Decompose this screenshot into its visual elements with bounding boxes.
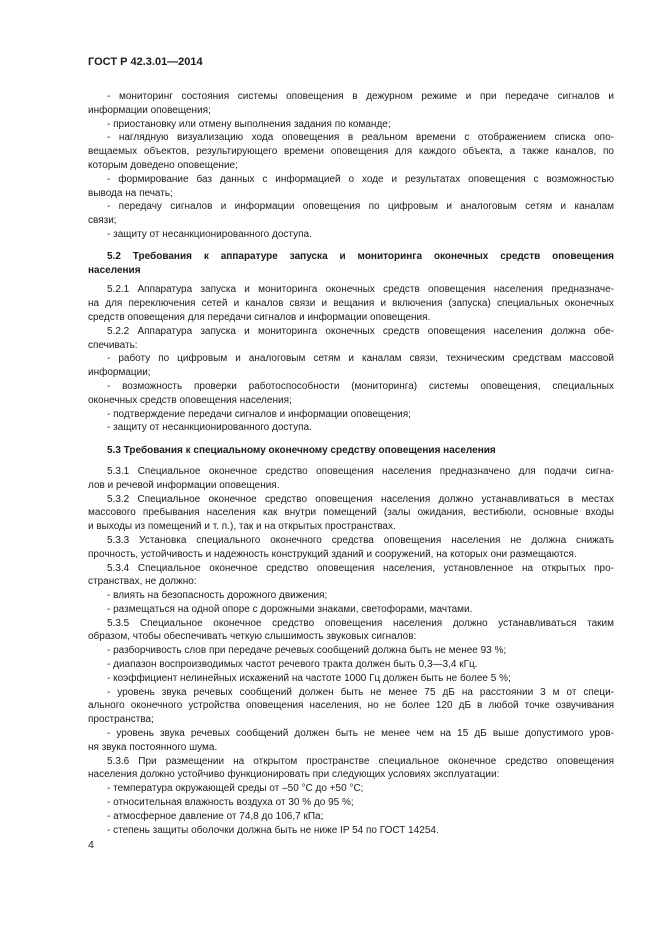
text-line: связи; (88, 215, 117, 227)
text-line: образом, чтобы обеспечивать четкую слышимость звуковых сигналов: (88, 631, 417, 643)
text-line: лов и речевой информации оповещения. (88, 479, 280, 491)
text-line: - диапазон воспроизводимых частот речевого тракта должен быть 0,3—3,4 кГц. (107, 659, 478, 671)
text-line: - формирование баз данных с информацией о ходе и результатах оповещения с возможностью (107, 173, 614, 185)
text-line: - передачу сигналов и информации оповещения по цифровым и аналоговым сетям и каналам (107, 201, 614, 213)
list-item (88, 589, 614, 603)
text-line: - мониторинг состояния системы оповещения в дежурном режиме и при передаче сигналов и (107, 91, 614, 102)
text-line: - подтверждение передачи сигналов и информации оповещения; (107, 408, 411, 420)
text-line: 5.3.1 Специальное оконечное средство оповещения населения предназначено для подачи сигна- (107, 465, 614, 477)
text-line: - степень защиты оболочки должна быть не ниже IP 54 по ГОСТ 14254. (107, 824, 439, 836)
text-line: - наглядную визуализацию хода оповещения в реальном времени с отображением списка опо- (107, 132, 614, 144)
text-line: 5.3.6 При размещении на открытом пространстве специальное оконечное средство оповещения (107, 755, 614, 767)
text-line: прочность, устойчивость и надежность конструкций зданий и сооружений, на которых они размещаются. (88, 548, 577, 560)
list-item (88, 796, 614, 810)
text-line: - размещаться на одной опоре с дорожными знаками, светофорами, мачтами. (107, 603, 473, 615)
text-line: информации; (88, 367, 151, 379)
text-line: ального оконечного устройства оповещения населения, но не более 120 дБ в любой точке озвучивания (88, 700, 614, 712)
text-line: 5.2.1 Аппаратура запуска и мониторинга оконечных средств оповещения населения предназначе- (107, 284, 614, 296)
text-line: 5.2 Требования к аппаратуре запуска и мониторинга оконечных средств оповещения (107, 250, 614, 262)
paragraph (88, 755, 614, 783)
paragraph (88, 617, 614, 645)
list-item (88, 228, 614, 242)
list-item (88, 727, 614, 755)
list-item (88, 810, 614, 824)
text-line: средств оповещения для передачи сигналов и информации оповещения. (88, 311, 431, 323)
text-line: 5.2.2 Аппаратура запуска и мониторинга оконечных средств оповещения населения должна обе- (107, 325, 614, 337)
paragraph (88, 534, 614, 562)
text-line: 5.3.4 Специальное оконечное средство оповещения населения, установленное на открытых про- (107, 562, 614, 574)
text-line: спечивать: (88, 339, 138, 351)
text-line: 5.3.2 Специальное оконечное средство оповещения населения должно устанавливаться в местах (107, 493, 614, 505)
document-body (88, 90, 614, 837)
text-line: - уровень звука речевых сообщений должен быть не менее чем на 15 дБ выше допустимого уров- (107, 728, 614, 740)
text-line: массового пребывания населения как внутри помещений (залы ожидания, вестибюли, основные входы (88, 507, 614, 519)
paragraph (88, 325, 614, 353)
list-item (88, 173, 614, 201)
text-line: - защиту от несанкционированного доступа. (107, 228, 312, 240)
page-number: 4 (88, 839, 94, 851)
text-line: и выходы из помещений и т. п.), так и на открытых пространствах. (88, 521, 396, 533)
text-line: которым доведено оповещение; (88, 159, 238, 171)
text-line: информации оповещения; (88, 104, 211, 116)
list-item (88, 380, 614, 408)
paragraph (88, 562, 614, 590)
section-heading (88, 444, 614, 458)
list-item (88, 408, 614, 422)
text-line: - возможность проверки работоспособности (мониторинга) системы оповещения, специальных (107, 380, 614, 392)
list-item (88, 686, 614, 727)
list-item (88, 782, 614, 796)
list-item (88, 352, 614, 380)
text-line: 5.3 Требования к специальному оконечному средству оповещения населения (107, 445, 496, 457)
list-item (88, 90, 614, 118)
text-line: - атмосферное давление от 74,8 до 106,7 кПа; (107, 810, 324, 822)
text-line: пространства; (88, 714, 154, 726)
text-line: вывода на печать; (88, 187, 173, 199)
list-item (88, 672, 614, 686)
list-item (88, 200, 614, 228)
text-line: оконечных средств оповещения населения; (88, 394, 292, 406)
text-line: 5.3.3 Установка специального оконечного средства оповещения населения не должна снижать (107, 534, 614, 546)
text-line: - работу по цифровым и аналоговым сетям и каналам связи, техническим средствам массовой (107, 353, 614, 365)
text-line: - уровень звука речевых сообщений должен быть не менее 75 дБ на расстоянии 3 м от специ- (107, 686, 614, 698)
text-line: - коэффициент нелинейных искажений на частоте 1000 Гц должен быть не более 5 %; (107, 672, 511, 684)
text-line: 5.3.5 Специальное оконечное средство оповещения населения должно устанавливаться таким (107, 617, 614, 629)
text-line: населения должно устойчиво функционировать при следующих условиях эксплуатации: (88, 769, 500, 781)
document-header: ГОСТ Р 42.3.01—2014 (88, 56, 203, 68)
text-line: на для переключения сетей и каналов связи и вещания и включения (запуска) специальных оконечных (88, 298, 614, 310)
list-item (88, 603, 614, 617)
paragraph (88, 465, 614, 493)
text-line: населения (88, 264, 141, 276)
text-line: странствах, не должно: (88, 576, 197, 588)
list-item (88, 824, 614, 838)
paragraph (88, 283, 614, 324)
text-line: - температура окружающей среды от –50 °С до +50 °С; (107, 783, 364, 795)
list-item (88, 118, 614, 132)
text-line: ня звука постоянного шума. (88, 741, 218, 753)
list-item (88, 421, 614, 435)
list-item (88, 131, 614, 172)
section-heading (88, 250, 614, 278)
list-item (88, 658, 614, 672)
list-item (88, 644, 614, 658)
text-line: - относительная влажность воздуха от 30 % до 95 %; (107, 797, 354, 809)
text-line: - приостановку или отмену выполнения задания по команде; (107, 118, 391, 130)
text-line: - влиять на безопасность дорожного движения; (107, 590, 328, 602)
paragraph (88, 493, 614, 534)
text-line: - разборчивость слов при передаче речевых сообщений должна быть не менее 93 %; (107, 645, 507, 657)
text-line: - защиту от несанкционированного доступа. (107, 422, 312, 434)
text-line: вещаемых объектов, результирующего времени оповещения для каждого объекта, а также каналов, по (88, 146, 614, 158)
